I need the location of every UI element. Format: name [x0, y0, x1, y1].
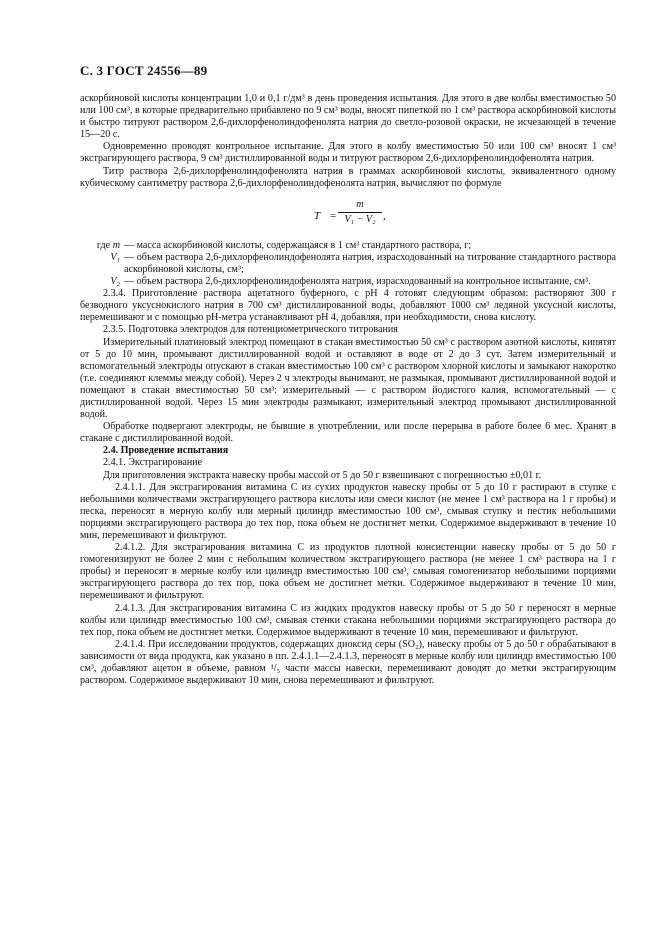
- paragraph-titer-definition: Титр раствора 2,6-дихлорфенолиндофенолята натрия в граммах аскорбиновой кислоты, эквивалентного одному кубическому сантиметру раствора 2,6-дихлорфенолиндофенолята натрия, вычисляют по формуле: [80, 165, 616, 189]
- formula-equals: =: [330, 209, 337, 222]
- variable-definition-v2: [80, 276, 616, 288]
- where-intro: где: [96, 239, 111, 251]
- variable-symbol: V₂: [110, 276, 120, 288]
- variable-text: — масса аскорбиновой кислоты, содержащаяся в 1 см³ стандартного раствора, г;: [124, 239, 472, 251]
- formula-numerator: m: [338, 199, 382, 213]
- section-2-4-1-2: 2.4.1.2. Для экстрагирования витамина С из продуктов плотной консистенции навеску пробы от 5 до 50 г гомогенизируют не более 2 мин с небольшим количеством экстрагирующего раствора (не менее 1 см³ раствора на 1 г пробы) и переносят в мерные колбу или цилиндр вместимостью 100 см³, смывая гомогенизатор небольшими порциями экстрагирующего раствора до тех пор, пока объем не достигнет метки. Содержимое выдерживают в течение 10 мин, перемешивают и фильтруют.: [80, 542, 616, 602]
- paragraph-titration-intro: аскорбиновой кислоты концентрации 1,0 и 0,1 г/дм³ в день проведения испытания. Для этого в две колбы вместимостью 50 или 100 см³, в которые предварительно прибавлено по 9 см³ воды, вносят пипеткой по 1 см³ раствора аскорбиновой кислоты и быстро титруют раствором 2,6-дихлорфенолиндофенолята натрия до светло-розовой окраски, не исчезающей в течение 15—20 с.: [80, 93, 616, 141]
- section-2-3-5-heading: 2.3.5. Подготовка электродов для потенциометрического титрования: [103, 324, 398, 336]
- variable-text: — объем раствора 2,6-дихлорфенолиндофенолята натрия, израсходованный на титрование стандартного раствора аскорбиновой кислоты, см³;: [124, 251, 616, 275]
- variable-definition-v1: [80, 252, 616, 276]
- formula-fraction: [338, 199, 382, 226]
- formula-tail: ,: [383, 209, 386, 222]
- formula-denominator: V₁ − V₂: [344, 213, 376, 225]
- formula-lhs: T: [314, 209, 321, 222]
- section-2-3-5-text: Измерительный платиновый электрод помещают в стакан вместимостью 50 см³ с раствором азотной кислоты, кипятят от 5 до 10 мин, промывают дистиллированной водой и оставляют в воде от 2 до 3 сут. Затем измерительный и вспомогательный электроды опускают в стакан вместимостью 100 см³ с раствором хлорной кислоты и замыкают накоротко (т.е. соединяют клеммы между собой). Через 2 ч электроды вынимают, не размыкая, промывают дистиллированной водой и помещают в стакан вместимостью 50 см³: измерительный — с раствором йодистого калия, вспомогательный — с дистиллированной водой. Через 15 мин электроды размыкают, измерительный электрод промывают дистиллированной водой.: [80, 336, 616, 421]
- section-2-4-1-heading: 2.4.1. Экстрагирование: [103, 457, 203, 469]
- section-2-4-heading: 2.4. Проведение испытания: [103, 445, 229, 457]
- section-2-4-1-3: 2.4.1.3. Для экстрагирования витамина С из жидких продуктов навеску пробы от 5 до 50 г переносят в мерные колбы или цилиндр вместимостью 100 см³, смывая стенки стакана небольшими порциями экстрагирующего раствора до тех пор, пока объем не достигнет метки. Содержимое выдерживают в течение 10 мин, перемешивают и фильтруют.: [80, 602, 616, 638]
- section-2-3-4: 2.3.4. Приготовление раствора ацетатного буферного, с pH 4 готовят следующим образом: растворяют 300 г безводного уксуснокислого натрия в 700 см³ дистиллированной воды, добавляют 1000 см³ ледяной уксусной кислоты, перемешивают и с помощью pH-метра устанавливают pH 4, добавляя, при необходимости, снова кислоту.: [80, 288, 616, 324]
- variable-text: — объем раствора 2,6-дихлорфенолиндофенолята натрия, израсходованный на контрольное испытание, см³.: [124, 276, 591, 288]
- variable-symbol: m: [112, 239, 120, 251]
- document-body: [80, 93, 616, 687]
- variable-definitions: [80, 240, 616, 288]
- section-2-4-1-1: 2.4.1.1. Для экстрагирования витамина С из сухих продуктов навеску пробы от 5 до 10 г растирают в ступке с небольшими количествами экстрагирующего раствора кислоты или смеси кислот (не менее 1 см³ раствора на 1 г пробы) и песка, переносят в мерную колбу или мерный цилиндр вместимостью 100 см³, смывая ступку и пестик небольшими порциями экстрагирующего раствора до тех пор, пока объем не достигнет метки. Содержимое выдерживают в течение 10 мин, перемешивают и фильтруют.: [80, 481, 616, 541]
- section-2-4-1-4: 2.4.1.4. При исследовании продуктов, содержащих диоксид серы (SO₂), навеску пробы от 5 до 50 г обрабатывают в зависимости от вида продукта, как указано в пп. 2.4.1.1—2.4.1.3, переносят в мерные колбу или цилиндр вместимостью 100 см³, добавляют ацетон в объеме, равном ¹/₅ части массы навески, перемешивают доводят до метки экстрагирующим раствором. Содержимое выдерживают 10 мин, снова перемешивают и фильтруют.: [80, 638, 616, 687]
- titer-formula: [80, 196, 616, 236]
- page-header: С. 3 ГОСТ 24556—89: [80, 63, 208, 78]
- section-2-4-1-text: Для приготовления экстракта навеску пробы массой от 5 до 50 г взвешивают с погрешностью ±0,01 г.: [103, 469, 542, 481]
- variable-definition-m: [80, 240, 616, 252]
- variable-symbol: V₁: [110, 251, 120, 263]
- paragraph-control-test: Одновременно проводят контрольное испытание. Для этого в колбу вместимостью 50 или 100 см³ вносят 1 см³ экстрагирующего раствора, 9 см³ дистиллированной воды и титруют раствором 2,6-дихлорфенолиндофенолята натрия.: [80, 141, 616, 165]
- section-2-3-5-note: Обработке подвергают электроды, не бывшие в употреблении, или после перерыва в работе более 6 мес. Хранят в стакане с дистиллированной водой.: [80, 421, 616, 445]
